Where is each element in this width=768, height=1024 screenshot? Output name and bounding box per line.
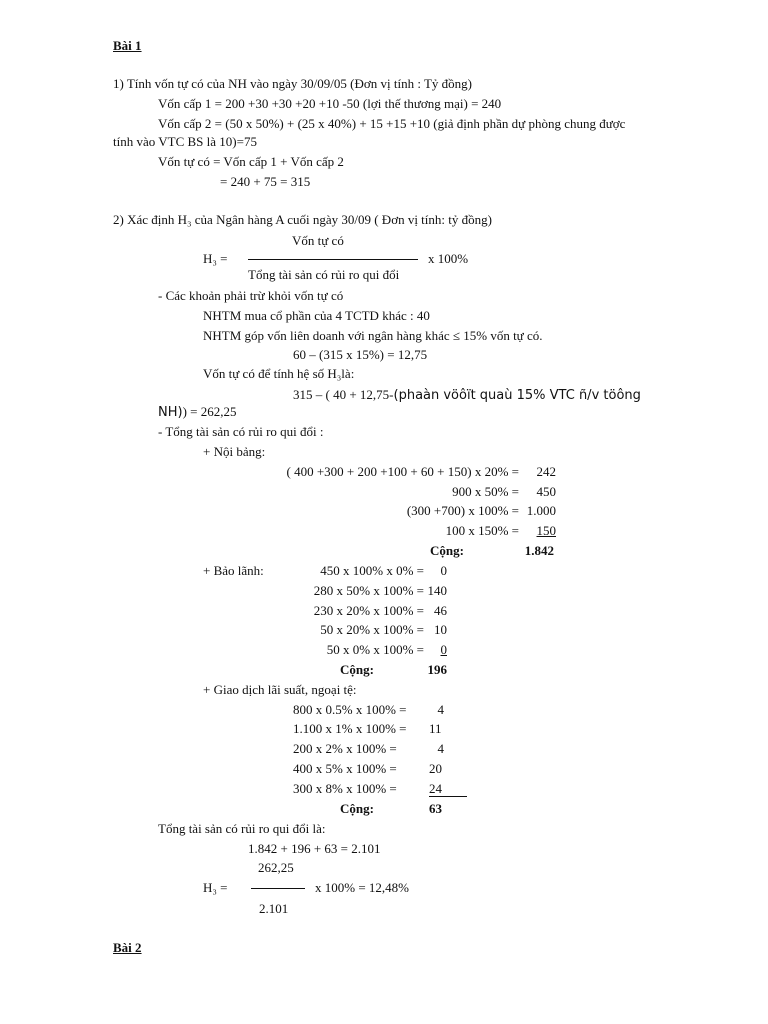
deduction-item-1: NHTM mua cổ phần của 4 TCTD khác : 40 <box>203 308 430 323</box>
rwa-total-label: Tổng tài sản có rủi ro qui đổi là: <box>158 821 326 836</box>
guarantee-row-expr: 450 x 100% x 0% = <box>320 563 424 578</box>
on-balance-row-expr: 100 x 150% = <box>445 523 519 538</box>
on-balance-label: + Nội bảng: <box>203 444 266 459</box>
adjusted-capital-garbled-end: NH) <box>158 405 183 420</box>
adjusted-capital-garbled-note: (phaàn vöôït quaù 15% VTC ñ/v töông <box>393 388 641 403</box>
h3-fraction-bar <box>248 259 418 260</box>
h3-denominator: Tổng tài sản có rủi ro qui đổi <box>248 267 400 282</box>
exercise-2-heading: Bài 2 <box>113 940 142 955</box>
guarantee-row-expr: 280 x 50% x 100% = <box>313 583 424 598</box>
fx-row-value: 20 <box>429 761 442 776</box>
adjusted-capital-label: Vốn tự có để tính hệ số H₃là: <box>203 366 355 381</box>
guarantees-sum-label: Cộng: <box>340 662 374 677</box>
h3-result-lhs: H₃ = <box>203 880 228 895</box>
h3-lhs: H₃ = <box>203 251 228 266</box>
exercise-1-heading: Bài 1 <box>113 38 142 53</box>
fx-row-expr: 300 x 8% x 100% = <box>293 781 397 796</box>
fx-row-expr: 1.100 x 1% x 100% = <box>293 721 407 736</box>
guarantee-row-value: 0 <box>440 642 447 657</box>
on-balance-row-expr: ( 400 +300 + 200 +100 + 60 + 150) x 20% = <box>286 464 519 479</box>
adjusted-capital-expr: 315 – ( 40 + 12,75- <box>293 387 394 402</box>
rwa-total-sum: 1.842 + 196 + 63 = 2.101 <box>248 841 381 856</box>
tier2-capital-line2: tính vào VTC BS là 10)=75 <box>113 134 257 149</box>
q2-title: 2) Xác định H₃ của Ngân hàng A cuối ngày 30/09 ( Đơn vị tính: tỷ đồng) <box>113 212 492 227</box>
tier1-capital: Vốn cấp 1 = 200 +30 +30 +20 +10 -50 (lợi thế thương mại) = 240 <box>158 96 502 111</box>
fx-sum-label: Cộng: <box>340 801 374 816</box>
on-balance-row-value: 450 <box>536 484 556 499</box>
guarantee-row-value: 140 <box>427 583 447 598</box>
fx-row-value: 4 <box>437 702 444 717</box>
adjusted-capital-line2 <box>158 404 237 421</box>
h3-numerator: Vốn tự có <box>292 233 344 248</box>
tier2-capital-line1: Vốn cấp 2 = (50 x 50%) + (25 x 40%) + 15 +15 +10 (giả định phần dự phòng chung được <box>158 116 626 131</box>
on-balance-row-expr: (300 +700) x 100% = <box>406 503 519 518</box>
guarantee-row-value: 46 <box>434 603 447 618</box>
h3-result-value: x 100% = 12,48% <box>315 880 409 895</box>
on-balance-sum-label: Cộng: <box>430 543 464 558</box>
h3-result-denominator: 2.101 <box>259 901 289 916</box>
fx-row-value: 4 <box>437 741 444 756</box>
adjusted-capital-line1 <box>293 387 641 404</box>
h3-result-fraction-bar <box>251 888 305 889</box>
fx-underline <box>429 796 467 797</box>
on-balance-row-value: 242 <box>536 464 556 479</box>
h3-multiplier: x 100% <box>428 251 469 266</box>
fx-row-expr: 400 x 5% x 100% = <box>293 761 397 776</box>
guarantee-row-value: 10 <box>434 622 447 637</box>
guarantee-row-expr: 50 x 20% x 100% = <box>320 622 424 637</box>
deduction-calc: 60 – (315 x 15%) = 12,75 <box>293 347 428 362</box>
guarantee-row-expr: 50 x 0% x 100% = <box>326 642 424 657</box>
on-balance-row-value: 150 <box>536 523 556 538</box>
on-balance-row-expr: 900 x 50% = <box>452 484 519 499</box>
guarantee-row-expr: 230 x 20% x 100% = <box>313 603 424 618</box>
q1-title: 1) Tính vốn tự có của NH vào ngày 30/09/05 (Đơn vị tính : Tỷ đồng) <box>113 76 472 91</box>
fx-row-value: 11 <box>429 721 442 736</box>
deduction-item-2: NHTM góp vốn liên doanh với ngân hàng khác ≤ 15% vốn tự có. <box>203 328 543 343</box>
h3-result-numerator: 262,25 <box>258 860 294 875</box>
guarantees-sum-value: 196 <box>427 662 447 677</box>
fx-row-expr: 200 x 2% x 100% = <box>293 741 397 756</box>
fx-sum-value: 63 <box>429 801 442 816</box>
adjusted-capital-result: ) = 262,25 <box>182 404 237 419</box>
on-balance-sum-value: 1.842 <box>524 543 554 558</box>
rwa-title: - Tổng tài sản có rủi ro qui đổi : <box>158 424 324 439</box>
own-capital-result: = 240 + 75 = 315 <box>220 174 311 189</box>
fx-label: + Giao dịch lãi suất, ngoại tệ: <box>203 682 357 697</box>
fx-row-expr: 800 x 0.5% x 100% = <box>293 702 407 717</box>
own-capital-formula: Vốn tự có = Vốn cấp 1 + Vốn cấp 2 <box>158 154 344 169</box>
on-balance-row-value: 1.000 <box>526 503 556 518</box>
deductions-title: - Các khoản phải trừ khỏi vốn tự có <box>158 288 344 303</box>
fx-row-value: 24 <box>429 781 442 796</box>
guarantee-row-value: 0 <box>440 563 447 578</box>
guarantees-label: + Bảo lãnh: <box>203 563 264 578</box>
